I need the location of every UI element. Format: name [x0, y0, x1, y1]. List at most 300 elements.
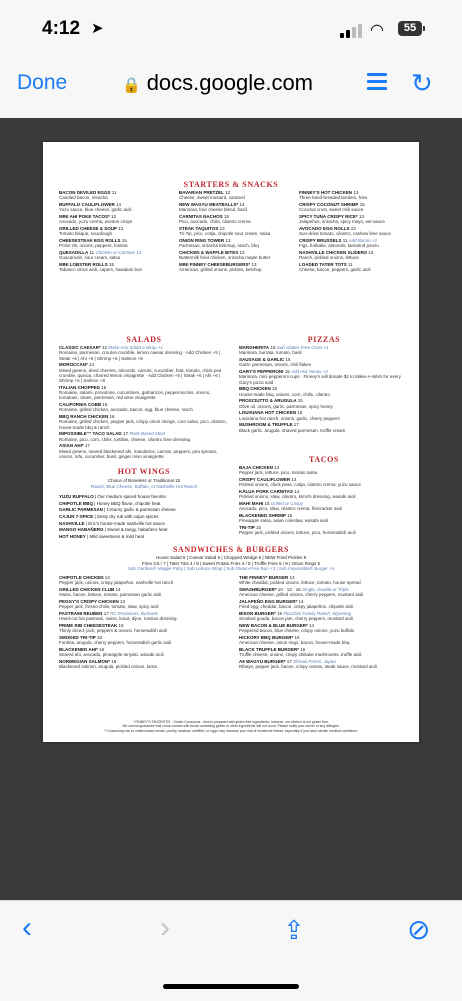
menu-item [239, 611, 411, 622]
menu-item-description: Tabasco citrus aioli, capers, hawaiian bun [59, 267, 143, 273]
menu-item-price: 16 [99, 646, 105, 652]
menu-item: HOT HONEY | Mild sweetness & mild heat [59, 534, 144, 540]
menu-item-description: Fried egg, cheddar, bacon, crispy jalapeños, chipotle aioli [239, 604, 354, 610]
menu-item [59, 226, 169, 237]
menu-item-name: CHICKEN & WAFFLE BITES [179, 249, 239, 255]
menu-item-name: MINI LOBSTER ROLLS [59, 261, 108, 267]
menu-item-note: Plant-Based Meat [129, 431, 165, 437]
menu-item [239, 587, 411, 598]
menu-item-description: Pickled onions, slaw, cilantro, kimchi dressing, wasabi aioli [239, 494, 356, 500]
menu-item-price: 14 [291, 476, 297, 482]
menu-item [179, 250, 289, 261]
menu-item-price: 13 [219, 225, 225, 231]
menu-item-price: 16 [97, 634, 103, 640]
menu-item-price: 15 [277, 610, 283, 616]
menu-item-price: 13 [104, 575, 110, 580]
menu-item [59, 214, 169, 225]
menu-item-description: Romaine, pico, corn, chilis, tortillas, cheese, cilantro lime dressing [59, 436, 191, 442]
reader-list-icon[interactable] [367, 73, 387, 95]
menu-item [299, 238, 411, 249]
menu-item-name: CRISPY COCONUT SHRIMP [299, 201, 359, 207]
menu-item [239, 386, 411, 397]
starters-col-2 [179, 190, 289, 274]
menu-item-description: American cheese, onion rings, bacon, house-made bbq [239, 640, 350, 646]
menu-item-price: 13 [118, 225, 124, 231]
menu-item [59, 659, 229, 670]
menu-item-price: 13 [350, 225, 356, 231]
menu-item-description: Marinara, four cheese blend, basil [179, 207, 247, 213]
menu-item [239, 398, 411, 409]
menu-item-description: Creamy garlic & parmesan cheese [106, 507, 176, 513]
menu-item-price: 15 [297, 410, 303, 416]
menu-item-description: Our medium spiced house favorite [97, 494, 166, 499]
menu-item-note: Add Hot Honey +2 [290, 368, 328, 374]
menu-item [239, 635, 411, 646]
menu-item-description: Black garlic, arugula, shaved parmesan, truffle cream [239, 427, 346, 433]
menu-item-description: Cheese, bacon, peppers, garlic aioli [299, 267, 371, 273]
menu-item [59, 250, 169, 261]
menu-item-name: BISON BURGER* [239, 610, 276, 616]
menu-item-name: THE FINNEY* BURGER [239, 575, 289, 580]
footer-line-3: * Consuming raw or undercooked meats, poultry, seafood, shellfish, or eggs may increase your risk of foodborne illness, especially if you have certain medical conditions. [104, 728, 358, 733]
menu-item-name: BUFFALO CAULIFLOWER [59, 201, 115, 207]
menu-item-description: Tomato bisque, sourdough [59, 231, 113, 237]
menu-item-description: Ribeye, pepper jack, bacon, crispy onions, steak sauce, mustard aioli [239, 664, 377, 670]
menu-item-price: 17 [103, 610, 109, 616]
sides-block [63, 555, 399, 572]
menu-item-description: Mixed greens, seared blackened ahi, mandarins, carrots, peppers, pea sprouts, onions, tofu, cucumber, basil, ginger miso vinaigrette [59, 448, 218, 459]
menu-item [179, 226, 289, 237]
menu-item-description: Smoked gouda, bacon jam, cherry peppers, mustard aioli [239, 616, 354, 622]
reload-icon[interactable]: ↻ [411, 68, 433, 98]
menu-item-price: 11 [342, 237, 348, 243]
menu-item-name: GARLIC PARMESAN [59, 507, 103, 513]
menu-item-name: CHIPOTLE BBQ [59, 500, 94, 506]
starters-col-1 [59, 190, 169, 274]
menu-item-name: LOADED TATER TOTS [299, 261, 347, 267]
menu-item-name: ITALIAN CHOPPED [59, 384, 100, 390]
menu-item-price: 17 [286, 658, 292, 664]
menu-item [239, 422, 411, 433]
menu-item [179, 238, 289, 249]
menu-item-name: SMASHBURGER* [239, 586, 277, 592]
menu-item-price: 11 [111, 190, 117, 195]
menu-item [299, 250, 411, 261]
menu-item-name: CAJUN 7-SPICE [59, 514, 94, 520]
menu-item-price: 14 [115, 586, 121, 592]
menu-item-price: 15 [121, 237, 127, 243]
status-bar [0, 0, 462, 60]
menu-item-name: CHEESESTEAK EGG ROLLS [59, 237, 121, 243]
compass-icon[interactable]: ⊘ [407, 914, 431, 945]
menu-item-description: Avocado, pico, slaw, cilantro crema, firecracker aioli [239, 506, 342, 512]
wings-list [59, 494, 229, 541]
menu-item [239, 357, 411, 368]
menu-item-note: Sub Gluten-Free Crust +4 [276, 345, 329, 350]
menu-item-description: Swiss, bacon, lettuce, tomato, parmesan garlic aioli [59, 592, 162, 598]
menu-item [239, 647, 411, 658]
menu-item [299, 202, 411, 213]
menu-item-description: Coconut crust, sweet chili sauce [299, 207, 364, 213]
menu-item-name: TRI-TIP [239, 524, 255, 530]
menu-item-name: GRILLED CHICKEN CLUB [59, 586, 115, 592]
url-text: docs.google.com [146, 70, 314, 95]
menu-item-name: GARY'S PEPPERONI [239, 368, 284, 374]
menu-item-name: MINI FINNEY CHEESEBURGERS* [179, 261, 251, 267]
menu-item-name: YUZU BUFFALO [59, 494, 94, 499]
menu-item: CHIPOTLE BBQ | Honey BBQ flavor, chipotle heat [59, 500, 161, 506]
menu-item [239, 477, 411, 488]
signal-icon [340, 24, 364, 38]
menu-item-price: 15 [285, 356, 291, 362]
wings-intro-text: Choice of Boneless or Traditional 15 [107, 478, 181, 483]
menu-item-description: Blackened salmon, arugula, pickled onions, tartar [59, 664, 158, 670]
menu-item-description: Candied bacon, sriracha [59, 195, 108, 201]
menu-item-name: MINI AHI POKE TACOS* [59, 213, 110, 219]
menu-item [239, 465, 411, 476]
menu-item-price: 13 [120, 598, 126, 604]
menu-item-price: 15 [287, 512, 293, 518]
menu-item-description: Pico, avocado, chilis, cilantro crema [179, 219, 251, 225]
menu-item-name: SPICY TUNA CRISPY RICE* [299, 213, 358, 219]
section-title-sandwiches: SANDWICHES & BURGERS [172, 545, 290, 554]
menu-item-description: Romaine, parmesan, crouton crumble, lemon caesar dressing · Add Chicken +5 | Steak +6 | Ahi +6 | Shrimp +6 | Salmon +8 [59, 350, 221, 361]
menu-item-name: SMOKED TRI-TIP [59, 634, 96, 640]
menu-item [59, 362, 229, 383]
menu-item-description: Olive oil, onions, garlic, parmesan, spicy honey [239, 403, 333, 409]
menu-item [59, 611, 229, 622]
menu-item-price: 15 [256, 524, 262, 530]
menu-item-description: Buttermilk fried chicken, sriracha maple butter [179, 255, 271, 261]
menu-item [299, 226, 411, 237]
menu-item-description: Seared ahi, avocado, pineapple teriyaki, wasabi aioli [59, 652, 164, 658]
menu-item: GARLIC PARMESAN | Creamy garlic & parmesan cheese [59, 507, 176, 513]
menu-item-name: A5 WAGYU BURGER* [239, 658, 286, 664]
menu-item-description: Mixed greens, dried cherries, almonds, carrots, cucumber, feta, tomato, chick pea crumble, quinoa, charred lemon vinaigrette · Add Chicken +5 | Steak +6 | Ahi +6 | Shrimp +6 | Salmon +8 [59, 367, 222, 384]
menu-item-price: 13 [368, 249, 374, 255]
clock: 4:12 [42, 18, 81, 39]
menu-item-name: ONION RING TOWER [179, 237, 225, 243]
menu-item-price: 14 [294, 488, 300, 494]
menu-item-price: 17 [84, 443, 90, 449]
menu-item-description: Garlic parmesan, onions, chili flakes [239, 362, 312, 368]
menu-item-price: 11 [348, 261, 353, 267]
menu-item [239, 410, 411, 421]
menu-item [239, 575, 411, 586]
menu-item-note: Shiraoi Farms, Japan [293, 658, 336, 664]
menu-item [239, 599, 411, 610]
menu-item-name: NASHVILLE CHICKEN SLIDERS [299, 249, 368, 255]
wings-intro-note: Ranch, Blue Cheese, Buffalo, or Nashville Hot Ranch [90, 483, 198, 489]
menu-item [59, 623, 229, 634]
menu-item-description: Prime rib, onions, peppers, fontina [59, 243, 128, 249]
menu-item-description: Pickled onions, chick peas, cotija, cilantro crema, yuzu sauce [239, 482, 361, 488]
menu-item-price: 14 [298, 598, 304, 604]
menu-item [239, 659, 411, 670]
menu-item: CAJUN 7-SPICE | Zesty dry rub with cajun spices [59, 514, 159, 520]
menu-item-price: 15 [118, 622, 124, 628]
menu-item-price: 12 [102, 345, 108, 350]
home-indicator [163, 984, 299, 989]
menu-item [299, 214, 411, 225]
menu-item [179, 190, 289, 201]
menu-item-price: 15 [223, 213, 229, 219]
menu-item-description: Guacamole, sour cream, salsa [59, 255, 121, 261]
menu-item-price: 15 [294, 634, 300, 640]
menu-item-price: 17 [293, 422, 299, 428]
sides-line-1: House Salad 5 | Caesar Salad 5 | Chopped Wedge 6 | NEW Fried Pickles 9 [155, 555, 307, 560]
menu-item-note: Chicken or Carnitas 13 [95, 249, 142, 255]
menu-item-description: Pineapple salsa, asian coleslaw, wasabi aioli [239, 518, 329, 524]
forward-icon[interactable]: › [160, 911, 170, 944]
menu-item-description: Parmesan, sriracha ketchup, ranch, bbq [179, 243, 259, 249]
menu-item-price: 13 [353, 190, 359, 195]
menu-item-description: Peppered bacon, blue cheese, crispy onions, yuzu buffalo [239, 628, 355, 634]
location-arrow-icon: ➤ [91, 20, 104, 37]
menu-item-name: BAVARIAN PRETZEL [179, 190, 224, 195]
menu-item-name: BLACKENED AHI* [59, 646, 98, 652]
done-button[interactable]: Done [17, 71, 68, 94]
menu-item-price: 15 [270, 345, 276, 350]
section-title-starters: STARTERS & SNACKS [183, 180, 279, 189]
menu-item: MANGO HABAÑERO | Sweet & tangy, habañero heat [59, 527, 168, 533]
menu-item-price: 13 [358, 213, 364, 219]
menu-item-price: 12 [225, 190, 231, 195]
menu-item [59, 262, 169, 273]
sandwiches-col-2 [239, 575, 411, 671]
menu-item [179, 262, 289, 273]
menu-item-name: ASIAN AHI* [59, 443, 84, 449]
menu-item-name: KĀLUA PORK CARNITAS [239, 488, 293, 494]
menu-item-description: Pepper jack, fresno chilis, tomato, slaw, spicy aioli [59, 604, 159, 610]
menu-item [59, 431, 229, 442]
menu-item-description: Three hand-breaded tenders, fries [299, 195, 368, 201]
menu-item-description: Jalapeños, sriracha, spicy mayo, eel sauce [299, 219, 385, 225]
menu-item-price: 12 [111, 213, 117, 219]
menu-item-note: Single, Double or Triple [302, 586, 349, 592]
menu-item-description: Romaine, grilled chicken, pepper jack, crispy onion strings, corn salsa, pico, cilantro, house-made bbq & ranch [59, 419, 227, 430]
menu-item: NASHVILLE | Eric's house-made nashville hot sauce [59, 520, 165, 526]
menu-item-name: CRISPY CAULIFLOWER [239, 476, 291, 482]
menu-item [179, 202, 289, 213]
menu-item-price: 14 [239, 201, 245, 207]
pizzas-list [239, 345, 411, 434]
menu-item-description: Louisiana hot ranch, onions, garlic, cherry peppers [239, 415, 340, 421]
menu-item-description: Honey BBQ flavor, chipotle heat [96, 500, 161, 506]
menu-item-name: JALAPEÑO EGG BURGER* [239, 598, 298, 604]
menu-item [239, 525, 411, 536]
menu-item [239, 623, 411, 634]
menu-item-name: LOUISIANA HOT CHICKEN [239, 410, 297, 416]
menu-item-name: MOROCCAN* [59, 362, 88, 368]
menu-item [59, 190, 169, 201]
menu-item [59, 385, 229, 401]
menu-item-name: IMPOSSIBLE™ TACO SALAD [59, 431, 122, 437]
menu-item-price: 15 [297, 398, 303, 404]
menu-item-name: MUSHROOM & TRUFFLE [239, 422, 293, 428]
menu-item [239, 513, 411, 524]
battery-icon: 55 [398, 21, 422, 36]
tacos-list [239, 465, 411, 537]
menu-item-name: CALIFORNIA COBB [59, 402, 102, 408]
menu-item-note: RC Provisions, Burbank [109, 610, 158, 616]
menu-item-name: SAUSAGE & GARLIC [239, 356, 285, 362]
menu-item-price: 16 [102, 402, 108, 408]
section-title-salads: SALADS [126, 335, 162, 344]
section-title-hot-wings: HOT WINGS [117, 467, 171, 476]
menu-item-name: PROSCIUTTO & ARUGULA [239, 398, 297, 404]
menu-item [299, 190, 411, 201]
section-title-tacos: TACOS [309, 455, 339, 464]
address-bar[interactable] [122, 70, 313, 96]
menu-item-price: 16 [109, 414, 115, 420]
menu-item-description: Marinara, burrata, tomato, basil [239, 350, 302, 356]
menu-item [59, 402, 229, 413]
menu-item-note: Add Bacon +2 [348, 237, 378, 243]
menu-item-description: House-made bbq, onions, corn, chilis, cilantro [239, 391, 331, 397]
menu-item [239, 501, 411, 512]
menu-item-price: 15 [359, 201, 365, 207]
menu-item-name: BACON DEVILED EGGS [59, 190, 111, 195]
menu-item [239, 369, 411, 385]
wings-intro [59, 478, 229, 489]
menu-item-description: Ranch, pickled onions, lettuce [299, 255, 359, 261]
menu-item-price: 16 [101, 384, 107, 390]
sides-line-3: Sub Gardein® Veggie Patty | Sub Lettuce Wrap | Sub Gluten-Free Bun +3 | Sub Impossible® Burger +4 [127, 566, 335, 571]
menu-item-note: Make Any Salad a Wrap +1 [108, 345, 164, 350]
browser-header [0, 60, 462, 118]
menu-item-price: 15 [284, 368, 290, 374]
menu-item-description: Sun-dried tomato, cilantro, cashew lime sauce [299, 231, 392, 237]
menu-item-description: Pepper jack, onions, crispy jalapeños, nashville hot ranch [59, 580, 174, 586]
menu-item-price: 13 [251, 261, 257, 267]
menu-item-note: Flocchini Family Ranch, Wyoming [283, 610, 352, 616]
menu-item-name: BLACK TRUFFLE BURGER* [239, 646, 299, 652]
menu-item-price: 14 [309, 622, 315, 628]
salads-list [59, 345, 229, 461]
menu-item-price: 15 [109, 261, 115, 267]
menu-item-price: 18 [111, 658, 117, 664]
menu-item-description: Fontina, arugula, cherry peppers, horseradish garlic aioli [59, 640, 172, 646]
menu-item-name: NEW WAGYU MEATBALLS* [179, 201, 239, 207]
menu-item [239, 345, 411, 356]
menu-item-name: MARGHERITA [239, 345, 270, 350]
document-viewer[interactable] [0, 118, 462, 900]
menu-item-name: CHIPOTLE CHICKEN [59, 575, 104, 580]
menu-item-name: CARNITAS NACHOS [179, 213, 223, 219]
back-icon[interactable]: ‹ [22, 911, 32, 944]
menu-item-price: 10 · 13 · 16 [277, 586, 301, 592]
menu-item-name: HOT HONEY [59, 534, 86, 540]
menu-item-price: 17 [122, 431, 128, 437]
menu-item [179, 214, 289, 225]
menu-item-description: Tri-Tip, pico, cotija, chipotle sour cream, salsa [179, 231, 271, 237]
menu-item-name: AVOCADO EGG ROLLS [299, 225, 350, 231]
menu-item-description: American, grilled onions, pickles, ketchup [179, 267, 262, 273]
menu-item-name: GRILLED CHEESE & SOUP [59, 225, 118, 231]
menu-item [59, 647, 229, 658]
menu-item-description: Yuzu sauce, blue cheese, garlic aioli [59, 207, 132, 213]
menu-item-name: MAHI MAHI [239, 500, 264, 506]
menu-item [59, 575, 229, 586]
menu-item-description: Hand-cut hot pastrami, swiss, kraut, dijon, russian dressing [59, 616, 177, 622]
menu-item [59, 599, 229, 610]
menu-item-description: Eric's house-made nashville hot sauce [88, 520, 165, 526]
menu-item-name: PRIME RIB CHEESESTEAK [59, 622, 118, 628]
menu-item [59, 587, 229, 598]
menu-item-price: 16 [300, 646, 306, 652]
menu-item-description: White cheddar, pickled onions, lettuce, tomato, house spread [239, 580, 361, 586]
menu-item-note: Grilled or Crispy [270, 500, 304, 506]
menu-item-price: 13 [274, 465, 280, 470]
menu-item-name: NASHVILLE [59, 520, 85, 526]
menu-item-name: MANGO HABAÑERO [59, 527, 104, 533]
menu-item-name: STEAK TAQUITOS [179, 225, 219, 231]
menu-item-name: BBQ CHICKEN [239, 386, 271, 392]
menu-item-name: NEW BACON & BLUE BURGER* [239, 622, 308, 628]
menu-item-name: FINNEY'S HOT CHICKEN [299, 190, 353, 195]
menu-item-description: Romaine, grilled chicken, avocado, bacon, egg, blue cheese, ranch [59, 407, 193, 413]
starters-col-3 [299, 190, 411, 274]
menu-item-name: NORWEGIAN SALMON* [59, 658, 110, 664]
lock-icon: 🔒 [122, 77, 141, 94]
menu-item-name: HICKORY BBQ BURGER* [239, 634, 294, 640]
footer-line-2: We cannot guarantee that cross-contact with foods containing gluten or other ingredients will not occur. Please notify your server of any allergies. [122, 724, 340, 729]
share-icon[interactable]: ⇪ [283, 915, 305, 945]
footer-line-1: * FINNEY'S FAVORITES · Gluten Conscious - item is prepared with gluten free ingredients; however, our kitchen is not gluten free. [133, 720, 329, 724]
menu-item [59, 443, 229, 459]
menu-item-price: 14 [89, 362, 95, 368]
menu-item-description: Avocado, yuzu crema, wonton crisps [59, 219, 133, 225]
menu-item-description: Thinly sliced, jack, peppers & onions, horseradish aioli [59, 628, 168, 634]
menu-item [299, 262, 411, 273]
menu-item [239, 489, 411, 500]
menu-item-description: Figs, furikake, almonds, tamarind ponzu [299, 243, 379, 249]
menu-item-description: Pepper jack, lettuce, pico, tomato salsa [239, 470, 318, 476]
menu-item-name: BAJA CHICKEN [239, 465, 273, 470]
menu-item-description: Zesty dry rub with cajun spices [96, 514, 159, 520]
menu-item-name: PEGGY'S CRISPY CHICKEN [59, 598, 119, 604]
menu-item-name: BLACKENED SHRIMP [239, 512, 287, 518]
section-title-pizzas: PIZZAS [307, 335, 341, 344]
menu-item [59, 202, 169, 213]
menu-item-price: 13 [225, 237, 231, 243]
menu-item-price: 13 [289, 575, 295, 580]
menu-item-description: Cheese, sweet mustard, caramel [179, 195, 245, 201]
menu-item-name: BBQ RANCH CHICKEN [59, 414, 109, 420]
menu-item-description: Romaine, salami, provolone, cucumbers, garbanzos, pepperoncinis, onions, tomatoes, olives, parmesan, red wine vinaigrette [59, 390, 211, 401]
menu-item-description: Marinara, mini pepperoni cups · Finney's will donate $1 to Make-A-Wish for every Gary's pizza sold [239, 374, 401, 385]
menu-item-name: CLASSIC CAESAR* [59, 345, 101, 350]
menu-item [59, 414, 229, 430]
menu-item-description: Sweet & tangy, habañero heat [107, 527, 168, 533]
menu-item-price: 11 [89, 249, 95, 255]
menu-footer [83, 720, 379, 733]
menu-item-description: American cheese, grilled onions, cherry peppers, mustard aioli [239, 592, 364, 598]
menu-item: YUZU BUFFALO | Our medium spiced house favorite [59, 494, 166, 499]
menu-item-price: 15 [272, 386, 278, 392]
menu-item [59, 238, 169, 249]
menu-item-name: QUESADILLA [59, 249, 89, 255]
menu-item-price: 14 [116, 201, 122, 207]
menu-item-name: PASTRAMI REUBEN [59, 610, 103, 616]
menu-item-name: CRISPY BRUSSELS [299, 237, 342, 243]
sandwiches-col-1 [59, 575, 229, 671]
menu-item-description: Pepper jack, pickled onions, lettuce, pico, horseradish aioli [239, 530, 356, 536]
menu-item-price: 15 [264, 500, 270, 506]
menu-item [59, 345, 229, 361]
menu-item-description: Truffle cheese, onions, crispy shiitake mushrooms, truffle aioli [239, 652, 362, 658]
